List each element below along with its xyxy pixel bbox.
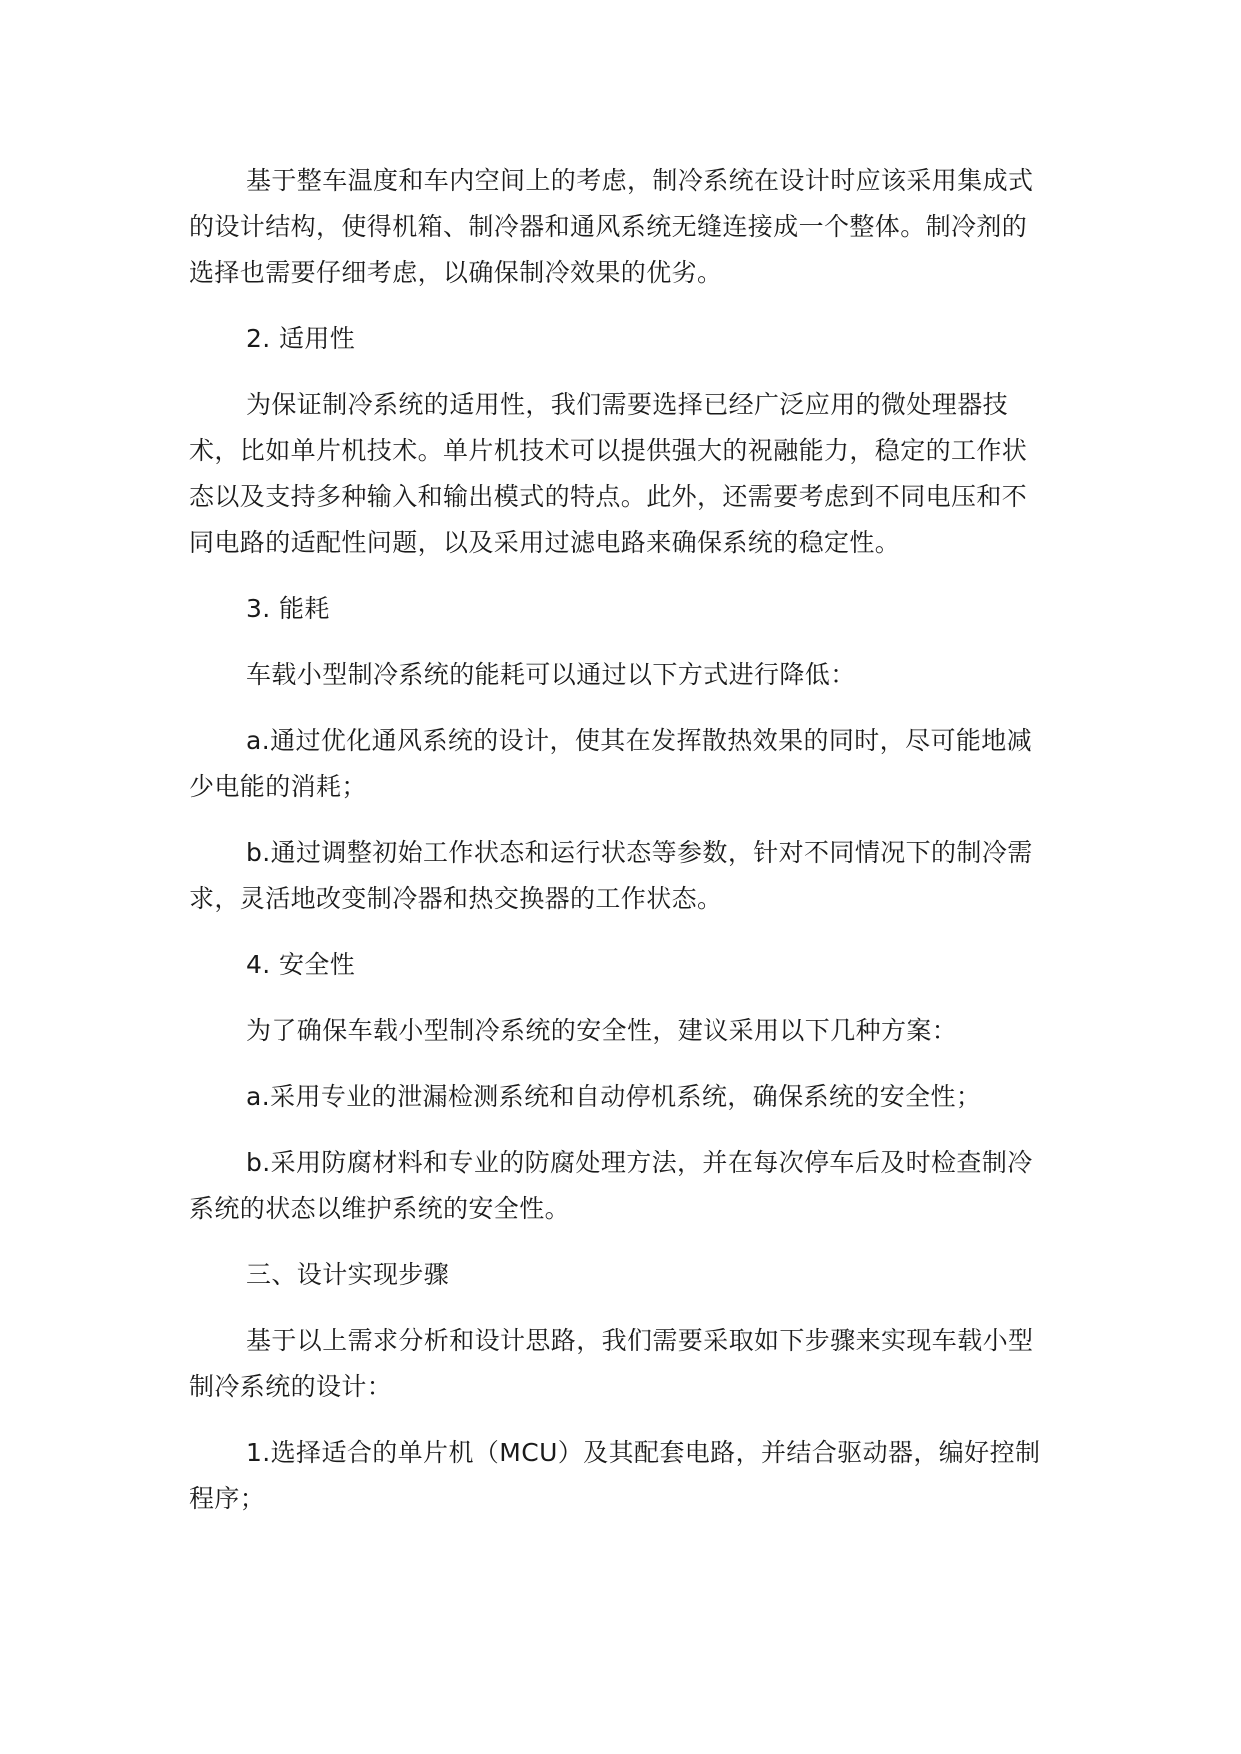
section-heading-implementation: 三、设计实现步骤 [246,1260,450,1289]
paragraph-energy-a: a.通过优化通风系统的设计，使其在发挥散热效果的同时，尽可能地减少电能的消耗； [189,726,1033,801]
document-page [189,158,1045,1522]
paragraph-step-1: 1.选择适合的单片机（MCU）及其配套电路，并结合驱动器，编好控制程序； [189,1438,1041,1513]
paragraph-implementation-intro: 基于以上需求分析和设计思路，我们需要采取如下步骤来实现车载小型制冷系统的设计： [189,1326,1034,1401]
paragraph-integrated-design: 基于整车温度和车内空间上的考虑，制冷系统在设计时应该采用集成式的设计结构，使得机箱、制冷器和通风系统无缝连接成一个整体。制冷剂的选择也需要仔细考虑，以确保制冷效果的优劣。 [189,166,1034,287]
paragraph-energy-intro: 车载小型制冷系统的能耗可以通过以下方式进行降低： [246,660,856,689]
section-heading-applicability: 2. 适用性 [246,324,356,353]
section-heading-safety: 4. 安全性 [246,950,356,979]
paragraph-safety-intro: 为了确保车载小型制冷系统的安全性，建议采用以下几种方案： [246,1016,958,1045]
section-heading-energy: 3. 能耗 [246,594,330,623]
paragraph-safety-b: b.采用防腐材料和专业的防腐处理方法，并在每次停车后及时检查制冷系统的状态以维护系统的安全性。 [189,1148,1033,1223]
paragraph-applicability: 为保证制冷系统的适用性，我们需要选择已经广泛应用的微处理器技术，比如单片机技术。单片机技术可以提供强大的祝融能力，稳定的工作状态以及支持多种输入和输出模式的特点。此外，还需要考虑到不同电压和不同电路的适配性问题，以及采用过滤电路来确保系统的稳定性。 [189,390,1028,557]
paragraph-safety-a: a.采用专业的泄漏检测系统和自动停机系统，确保系统的安全性； [246,1082,982,1111]
paragraph-energy-b: b.通过调整初始工作状态和运行状态等参数，针对不同情况下的制冷需求，灵活地改变制冷器和热交换器的工作状态。 [189,838,1033,913]
